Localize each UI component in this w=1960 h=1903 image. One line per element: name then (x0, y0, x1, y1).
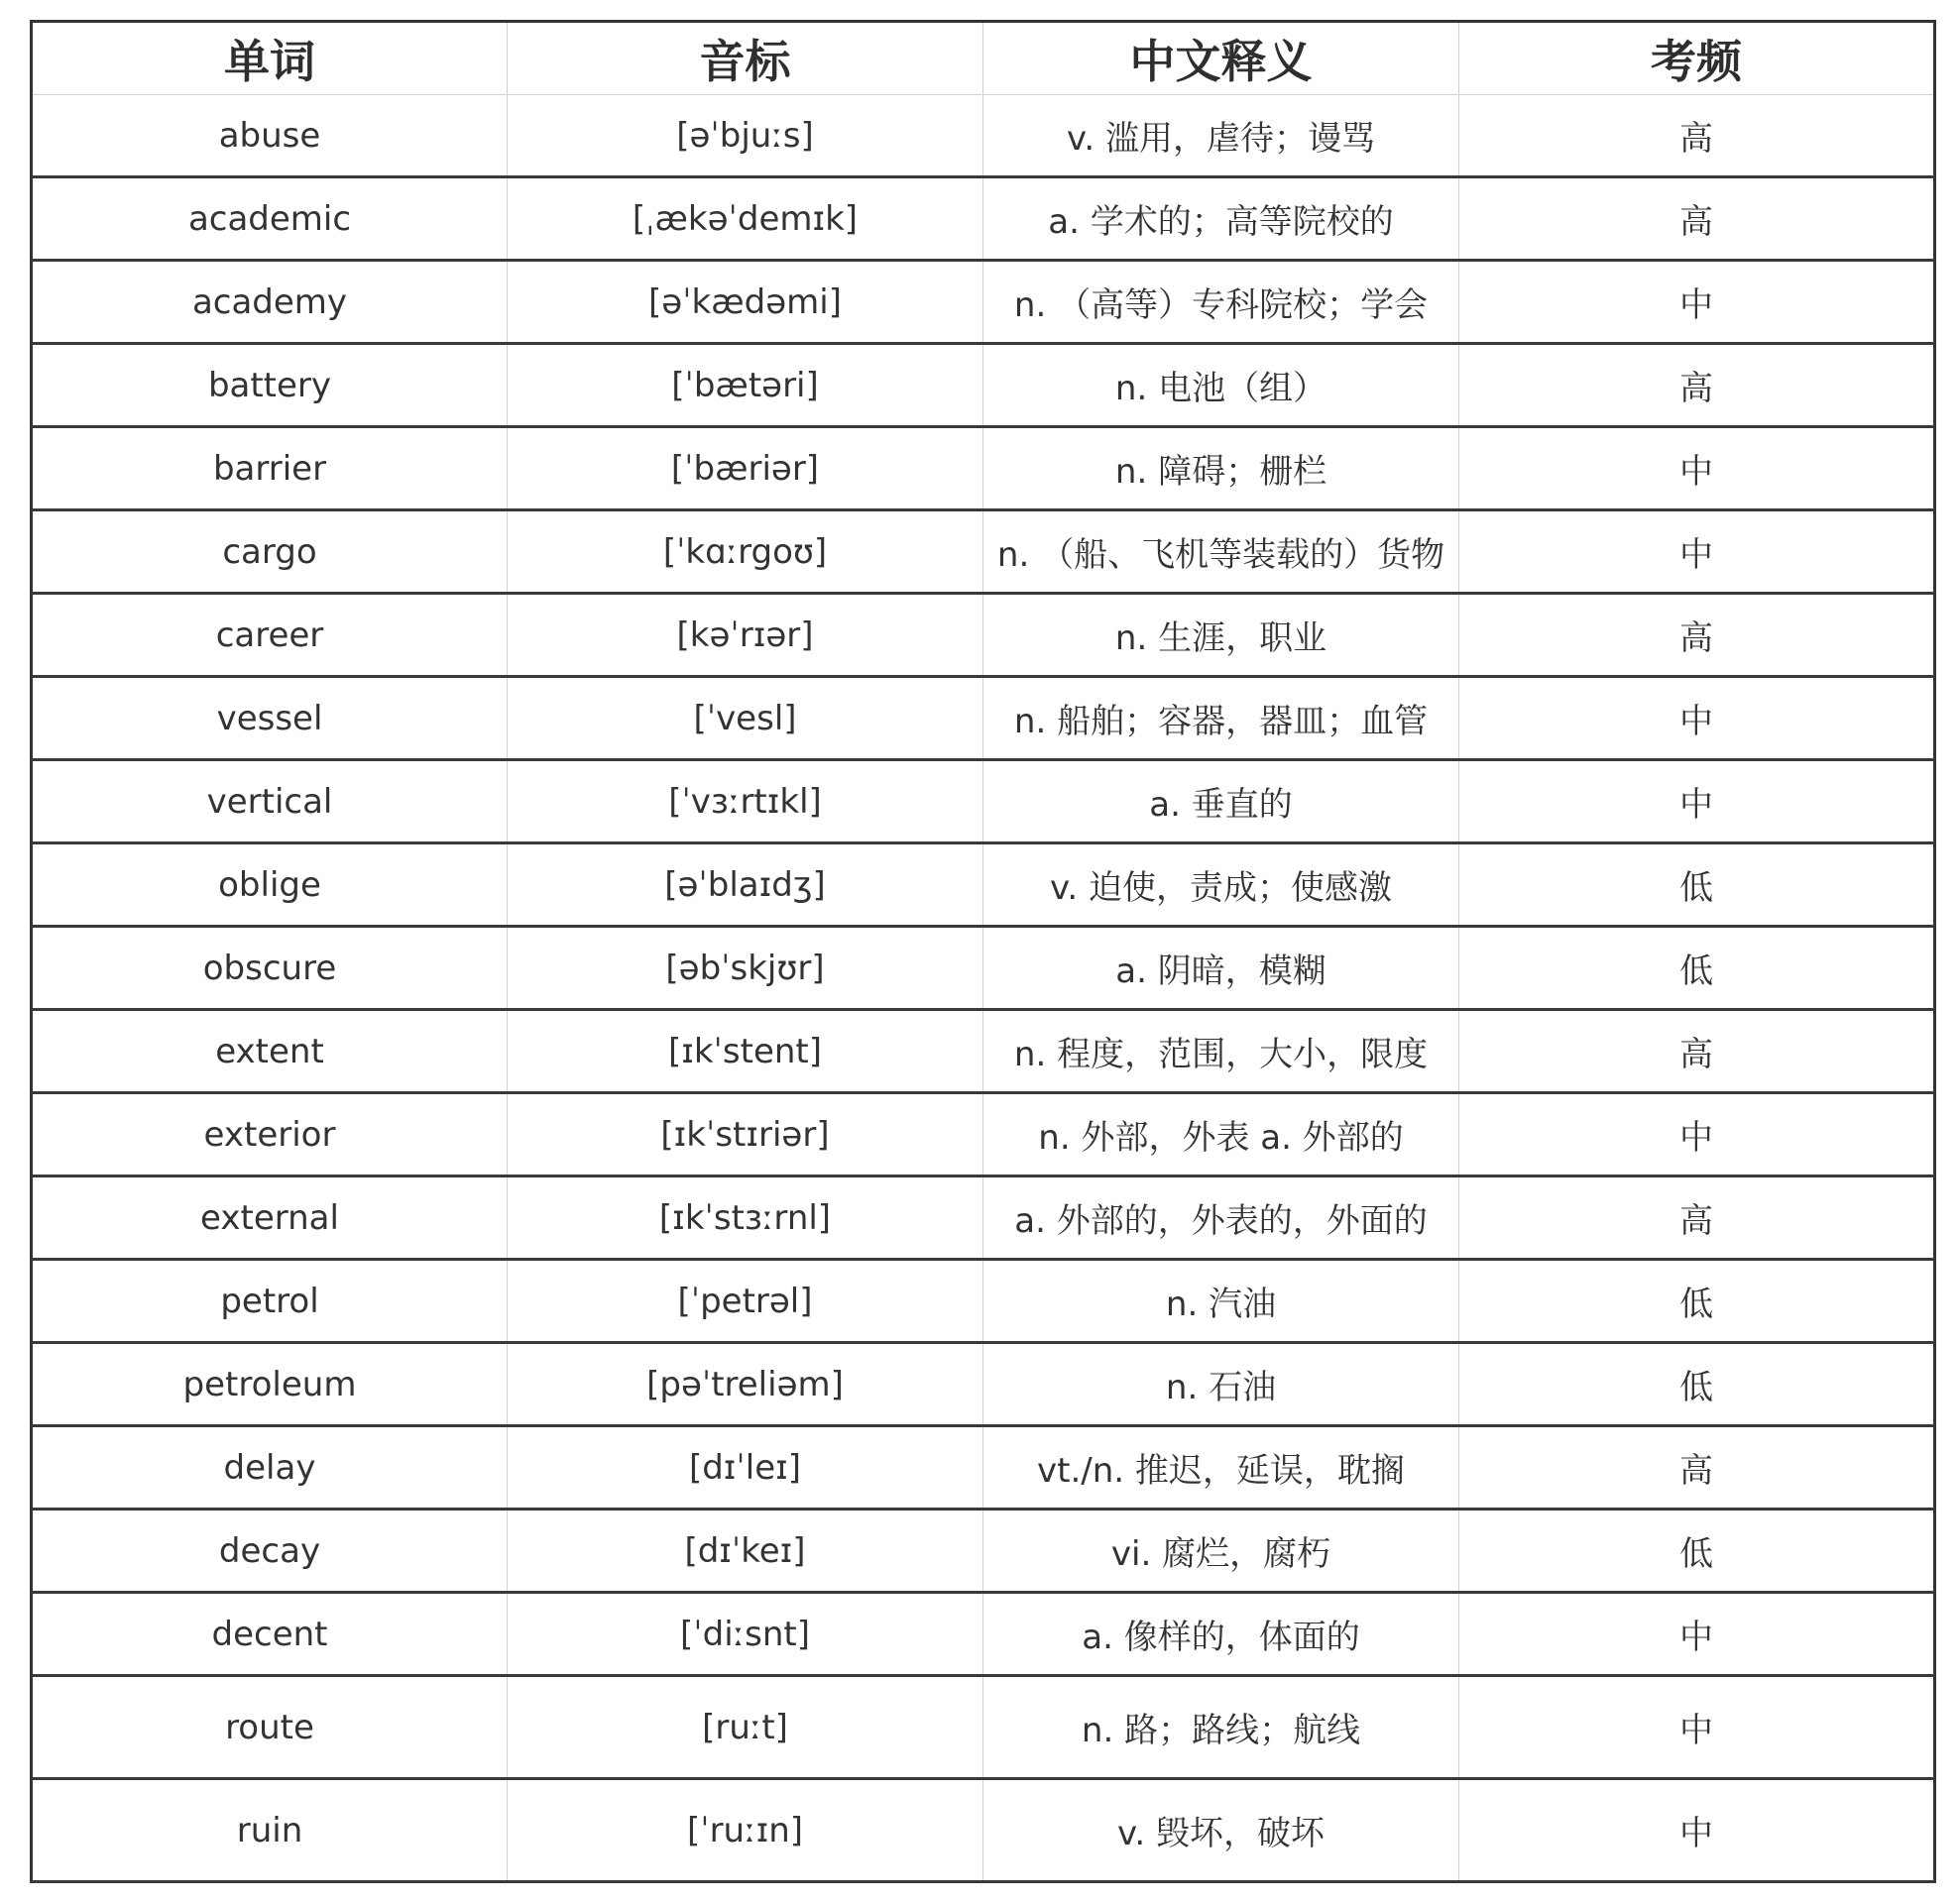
phonetic-cell: [pəˈtreliəm] (508, 1343, 983, 1426)
frequency-cell: 高 (1459, 344, 1935, 427)
meaning-cell: vi. 腐烂，腐朽 (983, 1510, 1459, 1593)
frequency-cell: 中 (1459, 427, 1935, 510)
phonetic-cell: [əˈblaɪdʒ] (508, 843, 983, 927)
phonetic-cell: [dɪˈleɪ] (508, 1426, 983, 1510)
word-cell: cargo (32, 510, 508, 594)
word-cell: barrier (32, 427, 508, 510)
table-row (32, 427, 1935, 510)
meaning-cell: a. 外部的，外表的，外面的 (983, 1176, 1459, 1260)
phonetic-cell: [ˈdiːsnt] (508, 1593, 983, 1676)
meaning-cell: n. 石油 (983, 1343, 1459, 1426)
meaning-cell: n. （船、飞机等装载的）货物 (983, 510, 1459, 594)
meaning-cell: a. 像样的，体面的 (983, 1593, 1459, 1676)
phonetic-cell: [əbˈskjʊr] (508, 927, 983, 1010)
table-row (32, 843, 1935, 927)
column-header-word: 单词 (32, 22, 508, 95)
table-row (32, 594, 1935, 677)
phonetic-cell: [ˈvɜːrtɪkl] (508, 760, 983, 843)
phonetic-cell: [ˌækəˈdemɪk] (508, 177, 983, 261)
phonetic-cell: [dɪˈkeɪ] (508, 1510, 983, 1593)
phonetic-cell: [ˈvesl] (508, 677, 983, 760)
word-cell: delay (32, 1426, 508, 1510)
table-row (32, 1093, 1935, 1176)
table-row (32, 1426, 1935, 1510)
word-cell: career (32, 594, 508, 677)
meaning-cell: n. 汽油 (983, 1260, 1459, 1343)
frequency-cell: 中 (1459, 1593, 1935, 1676)
column-header-frequency: 考频 (1459, 22, 1935, 95)
phonetic-cell: [ˈpetrəl] (508, 1260, 983, 1343)
table-row (32, 1779, 1935, 1882)
phonetic-cell: [ˈbæriər] (508, 427, 983, 510)
phonetic-cell: [ɪkˈstɪriər] (508, 1093, 983, 1176)
word-cell: academic (32, 177, 508, 261)
table-row (32, 95, 1935, 177)
frequency-cell: 高 (1459, 594, 1935, 677)
table-row (32, 927, 1935, 1010)
word-cell: external (32, 1176, 508, 1260)
word-cell: extent (32, 1010, 508, 1093)
frequency-cell: 中 (1459, 1676, 1935, 1779)
meaning-cell: n. 外部，外表 a. 外部的 (983, 1093, 1459, 1176)
phonetic-cell: [ruːt] (508, 1676, 983, 1779)
phonetic-cell: [əˈbjuːs] (508, 95, 983, 177)
frequency-cell: 高 (1459, 95, 1935, 177)
word-cell: abuse (32, 95, 508, 177)
frequency-cell: 高 (1459, 1176, 1935, 1260)
meaning-cell: n. （高等）专科院校；学会 (983, 261, 1459, 344)
meaning-cell: v. 毁坏，破坏 (983, 1779, 1459, 1882)
word-cell: battery (32, 344, 508, 427)
frequency-cell: 中 (1459, 1779, 1935, 1882)
word-cell: vertical (32, 760, 508, 843)
meaning-cell: vt./n. 推迟，延误，耽搁 (983, 1426, 1459, 1510)
table-row (32, 1343, 1935, 1426)
column-header-meaning: 中文释义 (983, 22, 1459, 95)
phonetic-cell: [ˈbætəri] (508, 344, 983, 427)
frequency-cell: 低 (1459, 1343, 1935, 1426)
table-row (32, 1010, 1935, 1093)
phonetic-cell: [ˈkɑːrgoʊ] (508, 510, 983, 594)
meaning-cell: a. 学术的；高等院校的 (983, 177, 1459, 261)
meaning-cell: n. 程度，范围，大小，限度 (983, 1010, 1459, 1093)
word-cell: vessel (32, 677, 508, 760)
table-row (32, 1176, 1935, 1260)
word-cell: decent (32, 1593, 508, 1676)
phonetic-cell: [ɪkˈstent] (508, 1010, 983, 1093)
frequency-cell: 中 (1459, 760, 1935, 843)
frequency-cell: 高 (1459, 1010, 1935, 1093)
frequency-cell: 中 (1459, 510, 1935, 594)
frequency-cell: 低 (1459, 927, 1935, 1010)
meaning-cell: n. 电池（组） (983, 344, 1459, 427)
table-row (32, 760, 1935, 843)
phonetic-cell: [ɪkˈstɜːrnl] (508, 1176, 983, 1260)
meaning-cell: v. 滥用，虐待；谩骂 (983, 95, 1459, 177)
meaning-cell: v. 迫使，责成；使感激 (983, 843, 1459, 927)
table-row (32, 261, 1935, 344)
word-cell: petrol (32, 1260, 508, 1343)
table-row (32, 677, 1935, 760)
word-cell: oblige (32, 843, 508, 927)
word-cell: academy (32, 261, 508, 344)
frequency-cell: 高 (1459, 177, 1935, 261)
word-cell: exterior (32, 1093, 508, 1176)
meaning-cell: n. 障碍；栅栏 (983, 427, 1459, 510)
table-row (32, 1593, 1935, 1676)
table-row (32, 1260, 1935, 1343)
table-row (32, 1510, 1935, 1593)
frequency-cell: 低 (1459, 843, 1935, 927)
word-cell: ruin (32, 1779, 508, 1882)
header-row (32, 22, 1935, 95)
meaning-cell: n. 生涯，职业 (983, 594, 1459, 677)
table-row (32, 510, 1935, 594)
column-header-phonetic: 音标 (508, 22, 983, 95)
meaning-cell: a. 阴暗，模糊 (983, 927, 1459, 1010)
word-cell: petroleum (32, 1343, 508, 1426)
table-row (32, 1676, 1935, 1779)
word-cell: route (32, 1676, 508, 1779)
table-row (32, 177, 1935, 261)
phonetic-cell: [əˈkædəmi] (508, 261, 983, 344)
vocabulary-table (30, 20, 1936, 1883)
frequency-cell: 中 (1459, 677, 1935, 760)
table-row (32, 344, 1935, 427)
meaning-cell: n. 船舶；容器，器皿；血管 (983, 677, 1459, 760)
meaning-cell: n. 路；路线；航线 (983, 1676, 1459, 1779)
meaning-cell: a. 垂直的 (983, 760, 1459, 843)
word-cell: obscure (32, 927, 508, 1010)
frequency-cell: 中 (1459, 1093, 1935, 1176)
word-cell: decay (32, 1510, 508, 1593)
frequency-cell: 低 (1459, 1510, 1935, 1593)
frequency-cell: 中 (1459, 261, 1935, 344)
phonetic-cell: [ˈruːɪn] (508, 1779, 983, 1882)
phonetic-cell: [kəˈrɪər] (508, 594, 983, 677)
frequency-cell: 低 (1459, 1260, 1935, 1343)
frequency-cell: 高 (1459, 1426, 1935, 1510)
